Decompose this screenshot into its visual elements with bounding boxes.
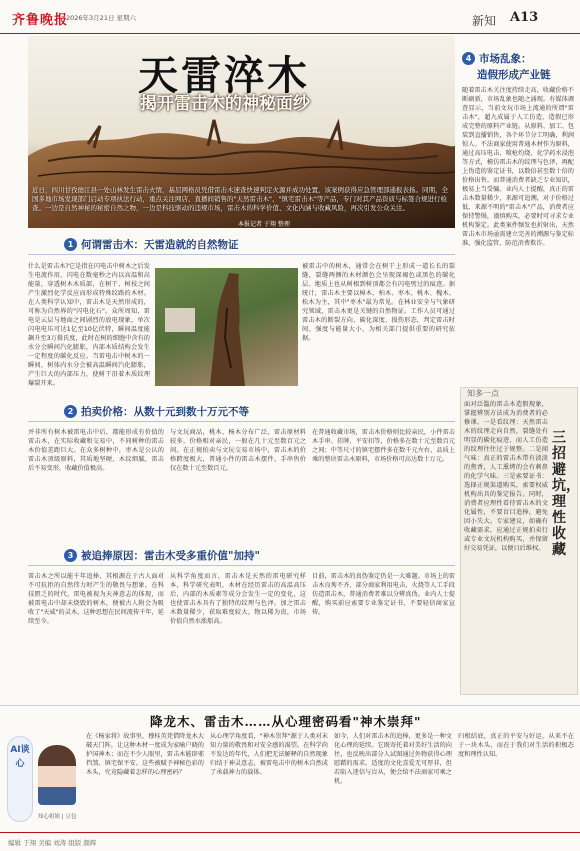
section-title: 拍卖价格：从数十元到数十万元不等 bbox=[81, 406, 249, 418]
section-name: 新知 bbox=[472, 14, 497, 28]
tree-trunk-photo bbox=[155, 268, 298, 386]
market-article-text: 随着雷击木关注度持续走高，收藏价格不断刷新，市场乱象也随之涌现。有媒体调查显示，当前文玩市场上流通的所谓"雷击木"，超九成属于人工仿造，造假已形成完整的原料产业链。从原料、加工、包装到直播销售，各个环节分工明确，利润惊人。不法商家使用普通木材作为原料，通过高压电击、喷枪灼烧、化学药水浸泡等方式，模仿雷击木的纹理与色泽，再配上伪造的鉴定证书，以数倍甚至数十倍的价格出售。而普通消费者缺乏专业知识，极易上当受骗。业内人士提醒，真正的雷击木数量稀少，来源可追溯，对于价格过低、来源不明的"雷击木"产品，消费者应保持警惕，谨慎购买，必要时可寻求专业机构鉴定。此类案件频发也折射出，天然雷击木市场亟需建立完善的溯源与鉴定标准，强化监管，防范消费欺诈。 bbox=[462, 87, 574, 247]
column-text-col4: 归根结底，真正的平安与好运，从来不在于一块木头，而在于我们对生活的积极态度和理性认知。 bbox=[458, 733, 574, 758]
hero-photo bbox=[28, 36, 455, 228]
section-1-text-left: 什么是雷击木?它是指在闪电击中树木之后发生电流作用，闪电在数毫秒之内以高温和高能量，穿透树木木质部，在树干、树枝之间产生激烈化学反应而形成特殊纹路的木材。在人类科学认知中，雷击木是天然形成的，可称为自然界的"闪电化石"。众所周知，雷电是云层与地面之间剧烈的放电现象，单次闪电电压可达1亿至10亿伏特，瞬间温度能飙升至3万摄氏度，此时在树的细胞中含有的水分会瞬间汽化膨胀，内部木质结构会发生一定程度的碳化反应。当雷电击中树木的一瞬间，树体内水分会被高温瞬间汽化膨胀，产生巨大的内部压力，使树干沿着木质纹理爆裂开来。 bbox=[28, 263, 150, 387]
newspaper-logo: 齐鲁晚报 bbox=[12, 13, 69, 28]
section-number-badge: 2 bbox=[64, 405, 77, 418]
tips-text: 面对泛滥的雷击木造假现象，掌握辨别方法成为消费者的必修课。一是看纹理：天然雷击木的纹理走向自然，裂缝处有明显的碳化痕迹，而人工仿造的纹理往往过于规整。二是闻气味：真正的雷击木带有淡淡的焦香，人工熏烤的会有刺鼻的化学气味。三是索要证书：选择正规渠道购买，索要权威机构出具的鉴定报告。同时，消费者应理性看待雷击木的文化属性，不要盲目追捧，避免因小失大。专家建议，如确有收藏需求，应通过正规拍卖行或专业文玩机构购买，并保留好交易凭证，以便日后维权。 bbox=[464, 401, 548, 552]
section-number-badge: 1 bbox=[64, 238, 77, 251]
divider bbox=[28, 565, 455, 566]
column-title: 降龙木、雷击木……从心理密码看"神木崇拜" bbox=[150, 714, 422, 729]
author-avatar bbox=[38, 745, 76, 805]
section-title: 被追捧原因：雷击木受多重价值"加持" bbox=[81, 550, 260, 562]
tips-label: 知多一点 bbox=[467, 389, 499, 398]
masthead bbox=[0, 0, 580, 34]
hero-credit: 本报记者 于翔 整理 bbox=[238, 221, 290, 228]
section-title: 何谓雷击木：天雷造就的自然物证 bbox=[81, 239, 239, 251]
column-text-col2: 从心理学角度看，"神木崇拜"源于人类对未知力量的敬畏和对安全感的渴望。在科学尚不发达的年代，人们把无法解释的自然现象归结于神灵意志，被雷电击中的树木自然成了承载神力的载体。 bbox=[210, 733, 328, 776]
section-number-badge: 4 bbox=[462, 52, 475, 65]
section-title: 市场乱象： bbox=[479, 53, 532, 65]
section-2-text-col1: 并非所有树木被雷电击中后，都能形成有价值的雷击木，在实际收藏和交易中，不同树种的雷击木价值差距巨大。在众多树种中，枣木是公认的雷击木顶级原料，其质地坚硬，木纹细腻，雷击后不易变形，收藏价值极高。 bbox=[28, 429, 164, 472]
section-2-text-col2: 与文玩商品，桃木、杨木分布广泛，雷击原材料较多，价格相对亲民，一般在几十元至数百元之间。在正规拍卖与文玩交易市场中，雷击木的价格跨度极大，普通小件的雷击木摆件、手串售价仅在数十元至数百元。 bbox=[170, 429, 306, 472]
section-3-text-col3: 目前，雷击木的真伪鉴定仍是一大难题。市场上的雷击木良莠不齐，部分商家利用电击、火烧等人工手段仿造雷击木，普通消费者难以分辨真伪。业内人士提醒，购买前应索要专业鉴定证书，不要轻信商家宣传。 bbox=[312, 573, 455, 616]
page-footer bbox=[0, 832, 580, 851]
section-1-text-right: 被雷击中的树木，通常会在树干上形成一道长长的裂缝，裂缝两侧的木材颜色会呈现深褐色或黑色的碳化层。地质上也从树根到树顶都会有闪电劈过的痕迹。据统计，雷击木主要以樟木、柏木、枣木、桃木、槐木、松木为主，其中"枣木"最为常见。在林业安全与气象研究领域，雷击木更是关键的自然物证。工作人员可通过雷击木的断裂方向、碳化深度、损伤形态，判定雷击时间、强度与能量大小，为相关部门提供重要的研究依据。 bbox=[302, 263, 455, 342]
ai-column-badge: AI谈心 bbox=[7, 736, 33, 822]
section-heading-3 bbox=[64, 548, 260, 563]
section-subheading-4 bbox=[477, 67, 551, 82]
section-3-text-col2: 从科学角度而言，雷击木是天然的雷电研究样本，科学研究表明，木材在经历雷击的高温高压后，内部的木质素等成分会发生一定的变化，这也使雷击木具有了独特的纹理与色泽。加之雷击木数量稀少，获取难度较大，物以稀为贵，市场价值自然水涨船高。 bbox=[170, 573, 306, 625]
editor-credits: 编辑 于翔 美编 刘涛 组版 颜辉 bbox=[8, 839, 97, 847]
section-subtitle: 造假形成产业链 bbox=[477, 69, 551, 81]
issue-date: 2026年3月21日 星期六 bbox=[66, 14, 137, 22]
divider bbox=[0, 705, 580, 706]
sub-headline: 揭开雷击木的神秘面纱 bbox=[140, 94, 310, 114]
divider bbox=[28, 421, 455, 422]
section-heading-4 bbox=[462, 51, 532, 66]
author-caption: 知心姐姐 | 豆包 bbox=[38, 814, 77, 820]
divider bbox=[28, 254, 455, 255]
page-number: A13 bbox=[510, 10, 539, 25]
section-2-text-col3: 在普通收藏市场，雷击木价格则比较亲民，小件雷击木手串、挂牌、平安扣等，价格多在数十元至数百元之间；中等尺寸的镇宅摆件多在数千元左右，品质上乘的整块雷击木原料，市场价格可高达数十万元。 bbox=[312, 429, 455, 463]
hero-caption: 近日，四川甘孜德江县一处山林发生雷击火情，基层网格员凭借雷击木速查快速判定火源并成功处置，该案例获得应急管理部通报表扬。同期，全国多地市场发现部门启动专项执法行动，重点关注网店、直播间销售的"天然雷击木"、"镇宅雷击木"等产品，专门对其产品资质与标签合规进行检查。一边是自然神秘的秘密自然之物，一边是科技驱动的违规市场，雷击木的科学价值、文化内涵与收藏风险，再次引发公众关注。 bbox=[32, 186, 448, 212]
section-1-photo bbox=[155, 268, 298, 386]
column-text-col3: 如今，人们对雷击木的追捧，更多是一种文化心理的延续。它既寄托着对美好生活的向往，也反映出部分人试图通过外物获得心理慰藉的需求。适度的文化喜爱无可厚非，但若陷入迷信与盲从，便会给不法商家可乘之机。 bbox=[334, 733, 452, 785]
section-3-text-col1: 雷击木之所以能千年追捧，其根源在于古人面对不可抗拒的自然伟力时产生的敬畏与想象。在科技匮乏的时代，雷电被视为天神意志的体现，而被雷电击中却未烧毁的树木，便被古人附会为吸收了"天威"的灵木。这种思想在民间流传千年，延续至今。 bbox=[28, 573, 164, 625]
headline: 天雷淬木 bbox=[138, 52, 310, 99]
section-number-badge: 3 bbox=[64, 549, 77, 562]
section-heading-1 bbox=[64, 237, 239, 252]
tips-vertical-title: 三招避坑，理性收藏 bbox=[552, 430, 580, 558]
section-heading-2 bbox=[64, 404, 249, 419]
column-text-col1: 在《杨家将》故事里，穆桂英凭借降龙木大破天门阵，让这种木材一度成为家喻户晓的护国神木；而在不少人眼里，雷击木能辟邪挡煞、镇宅保平安。这些被赋予神秘色彩的木头，究竟隐藏着怎样的心理密码？ bbox=[86, 733, 204, 776]
